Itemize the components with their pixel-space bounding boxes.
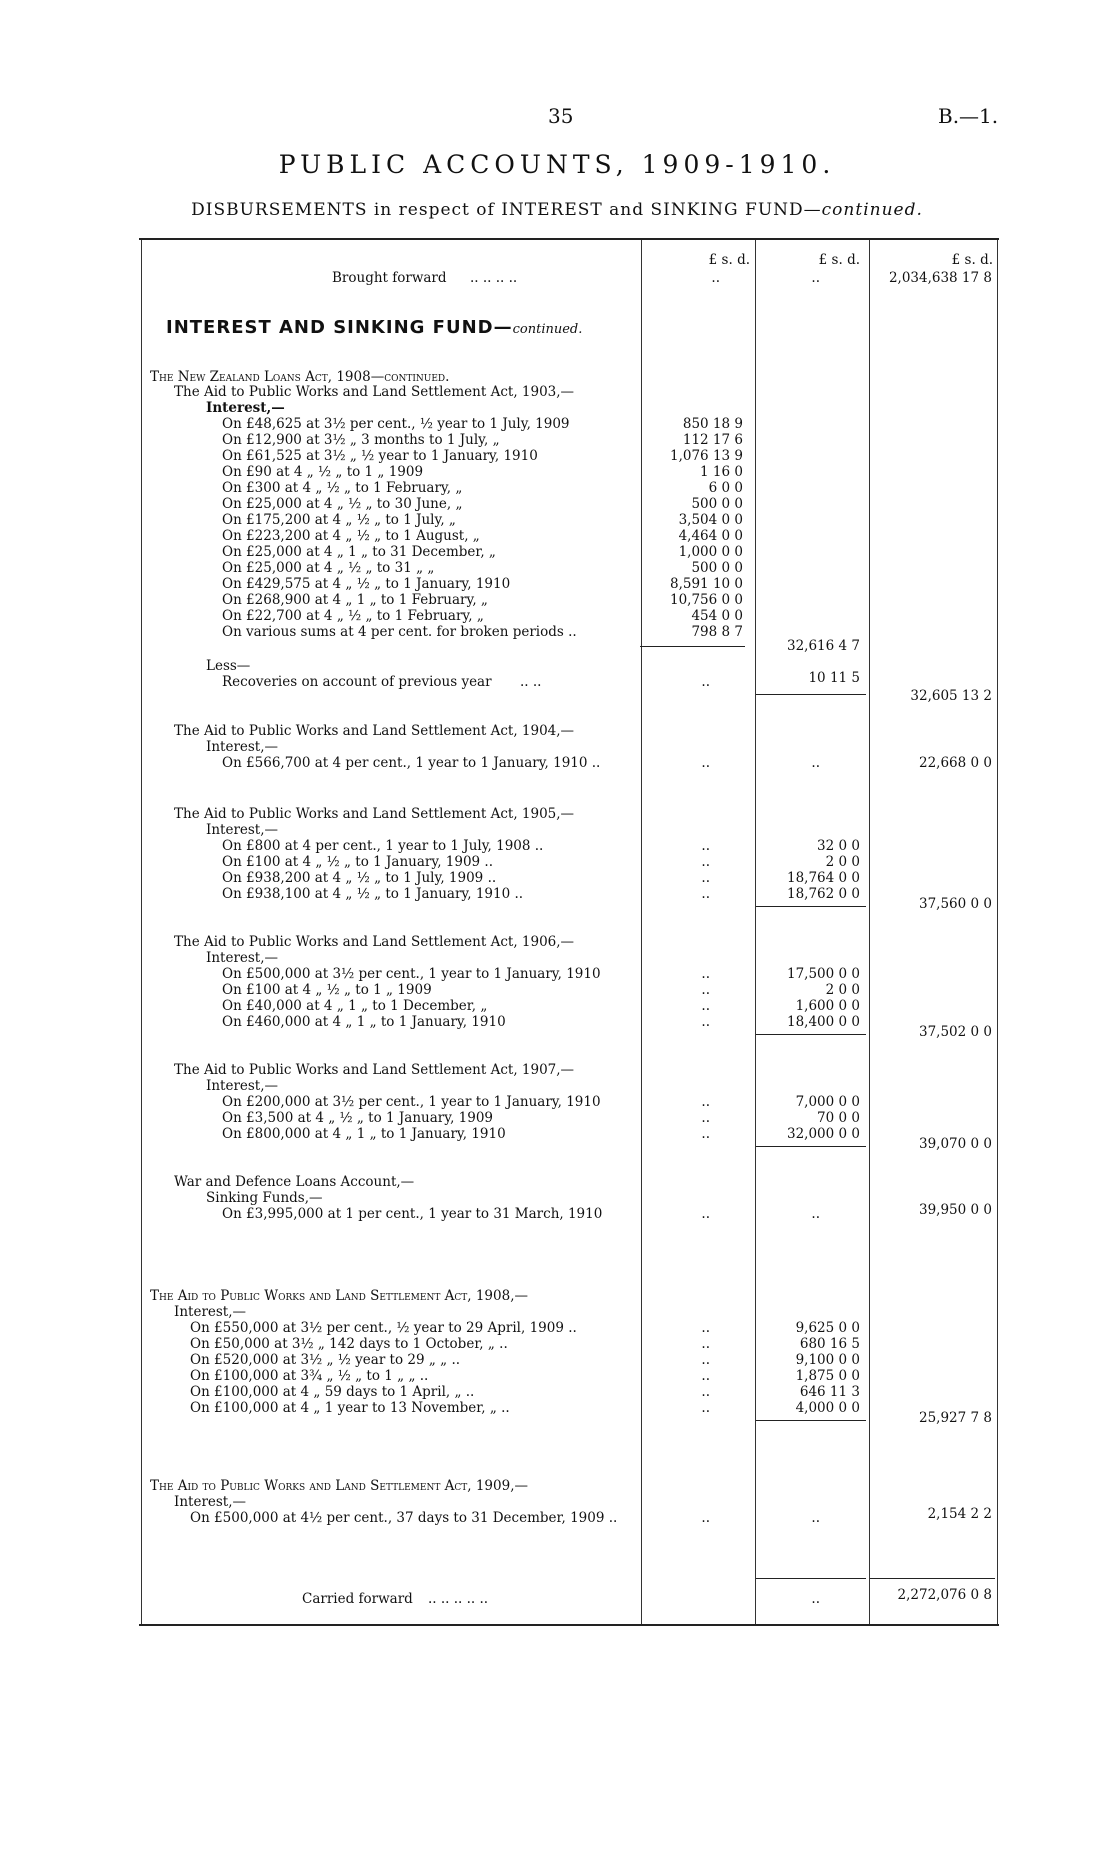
act1906-row-c1: .. [701,1014,710,1030]
recoveries-rule [756,694,866,695]
act1907-row-value: 7,000 0 0 [795,1094,860,1110]
brought-forward-c3: 2,034,638 17 8 [888,270,992,286]
act1907-interest: Interest,— [206,1078,279,1094]
act1909-c2: .. [811,1510,820,1526]
act1904-c1: .. [701,755,710,771]
nz-row-value: 3,504 0 0 [678,512,743,528]
nz-row-text: On £268,900 at 4 „ 1 „ to 1 February, „ [222,592,488,608]
nz-row-value: 798 8 7 [691,624,743,640]
act1908-row-text: On £100,000 at 4 „ 1 year to 13 November, „ .. [190,1400,510,1416]
nz-row-value: 1,000 0 0 [678,544,743,560]
act1908-row-value: 9,100 0 0 [795,1352,860,1368]
act1907-title: The Aid to Public Works and Land Settlement Act, 1907,— [174,1062,575,1078]
brought-forward-dots: .. .. .. .. [470,270,518,286]
act1905-row-text: On £938,200 at 4 „ ½ „ to 1 July, 1909 .. [222,870,497,886]
act1908-row-value: 4,000 0 0 [795,1400,860,1416]
act1908-interest: Interest,— [174,1304,247,1320]
act1906-row-text: On £100 at 4 „ ½ „ to 1 „ 1909 [222,982,432,998]
act1906-row-value: 17,500 0 0 [787,966,860,982]
act1908-row-value: 680 16 5 [799,1336,860,1352]
act1906-row-c1: .. [701,998,710,1014]
war-title: War and Defence Loans Account,— [174,1174,415,1190]
act1905-row-value: 32 0 0 [817,838,860,854]
nz-row-text: On £22,700 at 4 „ ½ „ to 1 February, „ [222,608,484,624]
brought-forward-c2: .. [811,270,820,286]
nz-row-text: On £25,000 at 4 „ 1 „ to 31 December, „ [222,544,496,560]
act1908-total: 25,927 7 8 [919,1410,992,1426]
nz-row-value: 1 16 0 [700,464,743,480]
act1905-row-c1: .. [701,870,710,886]
table-top-rule [139,238,999,240]
carried-rule-c2 [756,1578,866,1579]
brought-forward-label: Brought forward [332,270,447,286]
table-right-border [997,240,998,1624]
section-heading-continued: continued. [512,322,583,337]
act1905-title: The Aid to Public Works and Land Settlement Act, 1905,— [174,806,575,822]
act1908-row-text: On £50,000 at 3½ „ 142 days to 1 October, „ .. [190,1336,508,1352]
nz-row-text: On £61,525 at 3½ „ ½ year to 1 January, 1910 [222,448,538,464]
page-title: PUBLIC ACCOUNTS, 1909-1910. [278,150,836,179]
act1908-row-c1: .. [701,1400,710,1416]
act1905-row-text: On £100 at 4 „ ½ „ to 1 January, 1909 .. [222,854,494,870]
carried-forward-dots: .. .. .. .. .. [428,1591,489,1607]
act1906-row-text: On £500,000 at 3½ per cent., 1 year to 1 January, 1910 [222,966,601,982]
act1909-title: The Aid to Public Works and Land Settlement Act, 1909,— [150,1478,528,1494]
carried-forward-c3: 2,272,076 0 8 [897,1587,992,1603]
act1904-row: On £566,700 at 4 per cent., 1 year to 1 January, 1910 .. [222,755,601,771]
nz-row-text: On £429,575 at 4 „ ½ „ to 1 January, 1910 [222,576,511,592]
act1909-row: On £500,000 at 4½ per cent., 37 days to 31 December, 1909 .. [190,1510,618,1526]
war-c2: .. [811,1206,820,1222]
act1906-row-c1: .. [701,966,710,982]
nz-row-text: On £25,000 at 4 „ ½ „ to 31 „ „ [222,560,435,576]
nz-row-text: On various sums at 4 per cent. for broken periods .. [222,624,577,640]
nz-row-value: 1,076 13 9 [670,448,743,464]
act1906-total: 37,502 0 0 [919,1024,992,1040]
act1905-row-value: 2 0 0 [825,854,860,870]
nz-row-text: On £90 at 4 „ ½ „ to 1 „ 1909 [222,464,424,480]
carried-forward-c2: .. [811,1591,820,1607]
act1909-total: 2,154 2 2 [927,1506,992,1522]
table-bottom-rule [139,1624,999,1626]
nz-row-value: 8,591 10 0 [670,576,743,592]
brought-forward-c1: .. [711,270,720,286]
act1907-row-c1: .. [701,1110,710,1126]
nz-row-value: 112 17 6 [682,432,743,448]
act1908-row-text: On £100,000 at 3¾ „ ½ „ to 1 „ „ .. [190,1368,429,1384]
act1908-title: The Aid to Public Works and Land Settlement Act, 1908,— [150,1288,528,1304]
act1904-total: 22,668 0 0 [919,755,992,771]
act1905-rule [756,906,866,907]
act1905-row-value: 18,764 0 0 [787,870,860,886]
page-code: B.—1. [938,104,999,128]
act1904-interest: Interest,— [206,739,279,755]
nz-act-sub: The Aid to Public Works and Land Settlement Act, 1903,— [174,384,575,400]
col-head-3: £ s. d. [951,252,993,268]
nz-row-value: 4,464 0 0 [678,528,743,544]
act1908-row-c1: .. [701,1352,710,1368]
act1906-interest: Interest,— [206,950,279,966]
act1904-c2: .. [811,755,820,771]
war-total: 39,950 0 0 [919,1202,992,1218]
act1907-row-text: On £200,000 at 3½ per cent., 1 year to 1 January, 1910 [222,1094,601,1110]
col-head-1: £ s. d. [708,252,750,268]
act1908-row-text: On £100,000 at 4 „ 59 days to 1 April, „ .. [190,1384,475,1400]
carried-forward-label: Carried forward [302,1591,413,1607]
act1907-rule [756,1146,866,1147]
act1909-c1: .. [701,1510,710,1526]
act1904-title: The Aid to Public Works and Land Settlement Act, 1904,— [174,723,575,739]
act1905-interest: Interest,— [206,822,279,838]
act1906-row-value: 2 0 0 [825,982,860,998]
act1908-row-text: On £520,000 at 3½ „ ½ year to 29 „ „ .. [190,1352,461,1368]
act1908-row-text: On £550,000 at 3½ per cent., ½ year to 29 April, 1909 .. [190,1320,577,1336]
act1906-row-value: 1,600 0 0 [795,998,860,1014]
less-label: Less— [206,658,251,674]
act1908-row-value: 1,875 0 0 [795,1368,860,1384]
nz-subtotal: 32,616 4 7 [787,638,860,654]
nz-row-value: 500 0 0 [691,560,743,576]
act1908-row-value: 646 11 3 [799,1384,860,1400]
act1906-row-text: On £460,000 at 4 „ 1 „ to 1 January, 1910 [222,1014,506,1030]
act1907-row-value: 70 0 0 [817,1110,860,1126]
page-number: 35 [548,104,574,128]
section-heading-main: INTEREST AND SINKING FUND— [166,317,513,338]
nz-act-interest: Interest,— [206,400,285,416]
table-left-border [141,240,142,1624]
recoveries-c1: .. [701,674,710,690]
nz-row-text: On £25,000 at 4 „ ½ „ to 30 June, „ [222,496,463,512]
nz-row-text: On £223,200 at 4 „ ½ „ to 1 August, „ [222,528,480,544]
subtitle-continued: continued. [821,200,923,220]
recoveries-c2: 10 11 5 [808,670,860,686]
nz-row-text: On £12,900 at 3½ „ 3 months to 1 July, „ [222,432,500,448]
act1907-row-text: On £3,500 at 4 „ ½ „ to 1 January, 1909 [222,1110,494,1126]
act1908-row-c1: .. [701,1384,710,1400]
nz-row-text: On £300 at 4 „ ½ „ to 1 February, „ [222,480,463,496]
act1906-title: The Aid to Public Works and Land Settlement Act, 1906,— [174,934,575,950]
act1909-interest: Interest,— [174,1494,247,1510]
act1905-row-value: 18,762 0 0 [787,886,860,902]
nz-total: 32,605 13 2 [910,688,992,704]
subtitle-main: DISBURSEMENTS in respect of INTEREST and SINKING FUND— [191,200,822,220]
act1907-row-c1: .. [701,1126,710,1142]
act1905-row-c1: .. [701,886,710,902]
act1908-rule [756,1420,866,1421]
nz-row-value: 454 0 0 [691,608,743,624]
act1907-total: 39,070 0 0 [919,1136,992,1152]
act1908-row-c1: .. [701,1320,710,1336]
nz-row-value: 500 0 0 [691,496,743,512]
war-row: On £3,995,000 at 1 per cent., 1 year to 31 March, 1910 [222,1206,603,1222]
act1906-rule [756,1034,866,1035]
act1907-row-c1: .. [701,1094,710,1110]
act1905-total: 37,560 0 0 [919,896,992,912]
war-c1: .. [701,1206,710,1222]
act1908-row-value: 9,625 0 0 [795,1320,860,1336]
col-head-2: £ s. d. [818,252,860,268]
act1908-row-c1: .. [701,1336,710,1352]
recoveries-label: Recoveries on account of previous year [222,674,492,690]
war-sub: Sinking Funds,— [206,1190,323,1206]
act1905-row-c1: .. [701,854,710,870]
nz-subtotal-rule [640,646,745,647]
act1906-row-value: 18,400 0 0 [787,1014,860,1030]
act1905-row-c1: .. [701,838,710,854]
act1907-row-value: 32,000 0 0 [787,1126,860,1142]
nz-row-value: 6 0 0 [708,480,743,496]
act1907-row-text: On £800,000 at 4 „ 1 „ to 1 January, 1910 [222,1126,506,1142]
act1905-row-text: On £938,100 at 4 „ ½ „ to 1 January, 1910 .. [222,886,524,902]
section-heading [166,317,582,338]
nz-row-value: 850 18 9 [682,416,743,432]
act1905-row-text: On £800 at 4 per cent., 1 year to 1 July, 1908 .. [222,838,544,854]
nz-row-text: On £175,200 at 4 „ ½ „ to 1 July, „ [222,512,456,528]
page-subtitle [0,200,1114,220]
recoveries-dots: .. .. [520,674,542,690]
act1908-row-c1: .. [701,1368,710,1384]
act1906-row-c1: .. [701,982,710,998]
nz-row-value: 10,756 0 0 [670,592,743,608]
nz-row-text: On £48,625 at 3½ per cent., ½ year to 1 July, 1909 [222,416,570,432]
act1906-row-text: On £40,000 at 4 „ 1 „ to 1 December, „ [222,998,488,1014]
nz-act-title: The New Zealand Loans Act, 1908—continued. [150,369,450,385]
column-divider-2 [755,240,756,1624]
carried-rule-c3 [870,1578,995,1579]
